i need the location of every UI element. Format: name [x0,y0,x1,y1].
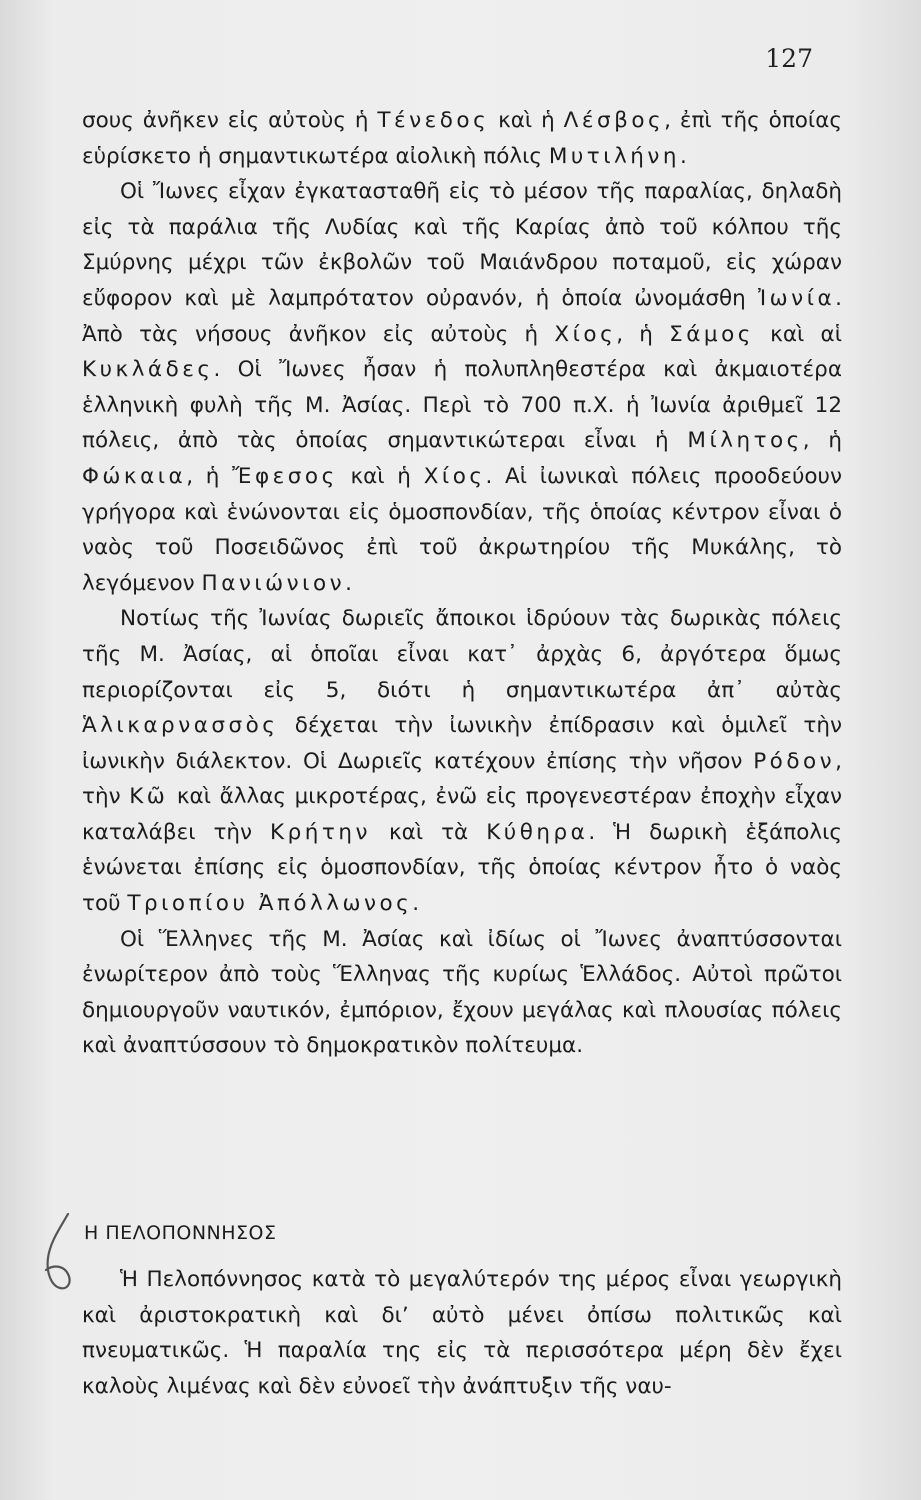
spaced-emphasis-word: Ρόδον [753,748,836,774]
spaced-emphasis-word: Χίος [554,321,617,347]
text-run: καὶ ἡ [337,463,424,489]
text-run: . Ἡ δωρικὴ ἑξάπολις ἑνώνεται ἐπίσης εἰς ὁμοσπονδίαν, τῆς ὁποίας κέντρον ἦτο ὁ ναὸς τοῦ [82,819,842,917]
section-text [82,1262,842,1404]
spaced-emphasis-word: Ἔφεσος [232,463,338,489]
text-run: , ἐπὶ τῆς ὁποίας εὑρίσκετο ἡ σημαντικωτέρα αἰολικὴ πόλις [82,108,842,169]
text-run: καὶ αἱ [753,321,842,347]
spaced-emphasis-word: Μίλητος [687,428,803,454]
text-run: . [412,891,420,917]
text-run: Οἱ Ἴωνες εἶχαν ἐγκατασταθῆ εἰς τὸ μέσον τῆς παραλίας, δηλαδὴ εἰς τὰ παράλια τῆς Λυδίας καὶ τῆς Καρίας ἀπὸ τοῦ κόλπου τῆς Σμύρνης μέχρι τῶν ἐκβολῶν τοῦ Μαιάνδρου ποταμοῦ, εἰς χώραν εὔφορον καὶ μὲ λαμπρότατον οὐρανόν, ἡ ὁποία ὠνομάσθη [82,179,842,311]
spaced-emphasis-word: Πανιώνιον [201,570,346,596]
text-run: , ἡ [186,463,233,489]
section-paragraph-1 [82,1262,842,1404]
spaced-emphasis-word: Τριοπίου Ἀπόλλωνος [127,891,413,917]
text-run: . [345,570,352,596]
paragraph-2 [82,174,842,601]
text-run: δέχεται τὴν ἰωνικὴν ἐπίδρασιν καὶ ὁμιλεῖ τὴν ἰωνικὴν διάλεκτον. Οἱ Δωριεῖς κατέχουν ἐπίσης τὴν νῆσον [82,713,842,774]
spaced-emphasis-word: Κρήτην [270,819,371,845]
text-run: Οἱ Ἕλληνες τῆς Μ. Ἀσίας καὶ ἰδίως οἱ Ἴωνες ἀναπτύσσονται ἐνωρίτερον ἀπὸ τοὺς Ἕλληνας τῆς κυρίως Ἑλλάδος. Αὐτοὶ πρῶτοι δημιουργοῦν ναυτικόν, ἐμπόριον, ἔχουν μεγάλας καὶ πλουσίας πόλεις καὶ ἀναπτύσσουν τὸ δημοκρατικὸν πολίτευμα. [82,926,842,1059]
spaced-emphasis-word: Κῶ [129,784,169,810]
page-number: 127 [765,44,813,73]
spaced-emphasis-word: Ἰωνία [758,285,836,311]
spaced-emphasis-word: Κυκλάδες [82,357,214,383]
text-run: . Ἀπὸ τὰς νήσους ἀνῆκον εἰς αὐτοὺς ἡ [82,285,842,347]
spaced-emphasis-word: Φώκαια [82,463,187,489]
text-run: , ἡ [802,428,843,454]
handwritten-margin-mark-icon [38,1208,78,1298]
spaced-emphasis-word: Λέσβος [563,108,665,133]
spaced-emphasis-word: Τένεδος [377,108,490,133]
spaced-emphasis-word: Μυτιλήνη [548,143,681,169]
paragraph-1 [82,103,842,174]
text-run: , τὴν [82,748,842,810]
text-run: . Αἱ ἰωνικαὶ πόλεις προοδεύουν γρήγορα καὶ ἑνώνονται εἰς ὁμοσπονδίαν, τῆς ὁποίας κέντρον εἶναι ὁ ναὸς τοῦ Ποσειδῶνος ἐπὶ τοῦ ἀκρωτηρίου τῆς Μυκάλης, τὸ λεγόμενον [82,463,842,596]
spaced-emphasis-word: Σάμος [669,321,754,347]
text-run: καὶ τὰ [370,819,487,845]
text-run: . Οἱ Ἴωνες ἦσαν ἡ πολυπληθεστέρα καὶ ἀκμαιοτέρα ἑλληνικὴ φυλὴ τῆς Μ. Ἀσίας. Περὶ τὸ 700 π.Χ. ἡ Ἰωνία ἀριθμεῖ 12 πόλεις, ἀπὸ τὰς ὁποίας σημαντικώτεραι εἶναι ἡ [82,357,842,454]
text-run: , ἡ [616,321,670,347]
paragraph-4 [82,922,842,1064]
spaced-emphasis-word: Ἁλικαρνασσὸς [82,713,279,739]
text-run: Ἡ Πελοπόννησος κατὰ τὸ μεγαλύτερόν της μέρος εἶναι γεωργικὴ καὶ ἀριστοκρατικὴ καὶ διʼ αὐτὸ μένει ὀπίσω πολιτικῶς καὶ πνευματικῶς. Ἡ παραλία της εἰς τὰ περισσότερα μέρη δὲν ἔχει καλοὺς λιμένας καὶ δὲν εὐνοεῖ τὴν ἀνάπτυξιν τῆς ναυ- [82,1267,842,1399]
text-run: σους ἀνῆκεν εἰς αὐτοὺς ἡ [82,108,378,133]
spaced-emphasis-word: Χίος [423,463,486,489]
text-run: καὶ ἡ [489,108,564,133]
text-run: καὶ ἄλλας μικροτέρας, ἐνῶ εἰς προγενεστέραν ἐποχὴν εἶχαν καταλάβει τὴν [82,784,843,845]
main-text [82,103,842,1064]
spaced-emphasis-word: Κύθηρα [486,819,589,845]
section-heading: Η ΠΕΛΟΠΟΝΝΗΣΟΣ [84,1222,277,1244]
paragraph-3 [82,601,842,921]
text-run: Νοτίως τῆς Ἰωνίας δωριεῖς ἄποικοι ἱδρύουν τὰς δωρικὰς πόλεις τῆς Μ. Ἀσίας, αἱ ὁποῖαι εἶναι κατ᾽ ἀρχὰς 6, ἀργότερα ὅμως περιορίζονται εἰς 5, διότι ἡ σημαντικωτέρα ἀπ᾽ αὐτὰς [82,606,842,703]
text-run: . [680,143,687,169]
